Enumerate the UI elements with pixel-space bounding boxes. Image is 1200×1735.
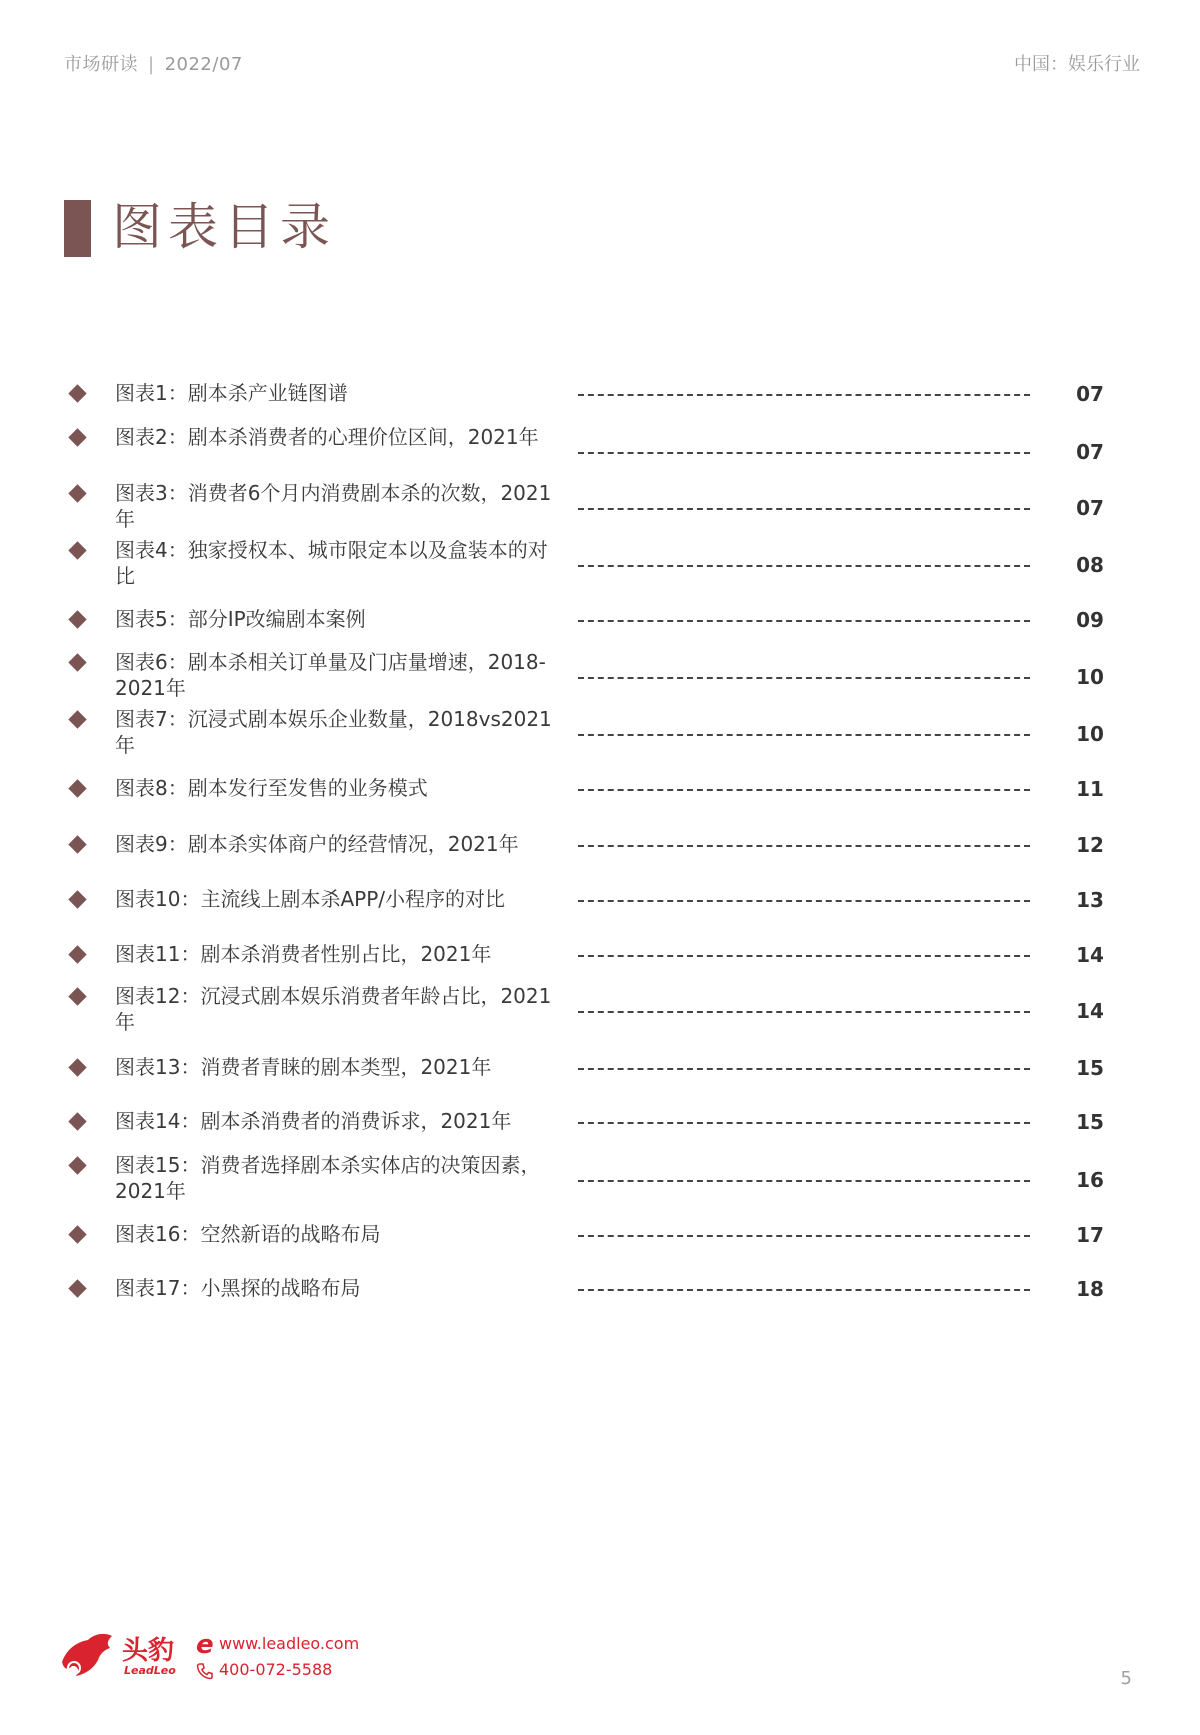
toc-item-page: 08 <box>1076 553 1104 577</box>
toc-item-label: 图表14：剧本杀消费者的消费诉求，2021年 <box>115 1109 512 1133</box>
toc-item-page: 12 <box>1076 833 1104 857</box>
bullet-diamond-icon <box>68 945 86 963</box>
bullet-diamond-icon <box>68 653 86 671</box>
toc-item-page: 07 <box>1076 496 1104 520</box>
logo-cn-text: 头豹 <box>122 1636 175 1666</box>
leopard-logo-icon <box>60 1632 116 1678</box>
header-section: 市场研读 <box>64 54 138 75</box>
toc-item-label: 图表15：消费者选择剧本杀实体店的决策因素，2021年 <box>115 1153 541 1203</box>
toc-item-page: 07 <box>1076 382 1104 406</box>
header-region: 中国：娱乐行业 <box>1014 54 1140 75</box>
toc-item-label: 图表6：剧本杀相关订单量及门店量增速，2018-2021年 <box>115 650 546 700</box>
toc-leader <box>578 1122 1030 1124</box>
toc-item-page: 15 <box>1076 1056 1104 1080</box>
toc-item-label: 图表9：剧本杀实体商户的经营情况，2021年 <box>115 832 519 856</box>
toc-item-page: 18 <box>1076 1277 1104 1301</box>
toc-item-page: 10 <box>1076 722 1104 746</box>
toc-leader <box>578 955 1030 957</box>
toc-item-label: 图表3：消费者6个月内消费剧本杀的次数，2021年 <box>115 481 552 531</box>
page-title: 图表目录 <box>112 198 336 256</box>
logo-en-text: LeadLeo <box>124 1664 176 1677</box>
toc-item-page: 13 <box>1076 888 1104 912</box>
toc-item-label: 图表5：部分IP改编剧本案例 <box>115 607 366 631</box>
toc-item-label: 图表16：空然新语的战略布局 <box>115 1222 381 1246</box>
toc-item-page: 16 <box>1076 1168 1104 1192</box>
toc-leader <box>578 1289 1030 1291</box>
web-e-icon: e <box>196 1630 214 1660</box>
toc-leader <box>578 734 1030 736</box>
toc-leader <box>578 789 1030 791</box>
bullet-diamond-icon <box>68 890 86 908</box>
bullet-diamond-icon <box>68 428 86 446</box>
toc-item-label: 图表7：沉浸式剧本娱乐企业数量，2018vs2021年 <box>115 707 552 757</box>
bullet-diamond-icon <box>68 541 86 559</box>
toc-leader <box>578 1180 1030 1182</box>
toc-leader <box>578 1235 1030 1237</box>
toc-leader <box>578 900 1030 902</box>
toc-leader <box>578 1011 1030 1013</box>
toc-item-page: 07 <box>1076 440 1104 464</box>
toc-item-label: 图表11：剧本杀消费者性别占比，2021年 <box>115 942 492 966</box>
toc-item-label: 图表12：沉浸式剧本娱乐消费者年龄占比，2021年 <box>115 984 552 1034</box>
toc-leader <box>578 1068 1030 1070</box>
toc-item-label: 图表17：小黑探的战略布局 <box>115 1276 361 1300</box>
bullet-diamond-icon <box>68 384 86 402</box>
bullet-diamond-icon <box>68 835 86 853</box>
bullet-diamond-icon <box>68 610 86 628</box>
toc-item-page: 14 <box>1076 999 1104 1023</box>
toc-item-label: 图表10：主流线上剧本杀APP/小程序的对比 <box>115 887 505 911</box>
bullet-diamond-icon <box>68 1058 86 1076</box>
toc-leader <box>578 565 1030 567</box>
bullet-diamond-icon <box>68 484 86 502</box>
toc-leader <box>578 845 1030 847</box>
bullet-diamond-icon <box>68 1156 86 1174</box>
toc-leader <box>578 452 1030 454</box>
toc-item-label: 图表2：剧本杀消费者的心理价位区间，2021年 <box>115 425 539 449</box>
toc-item-label: 图表13：消费者青睐的剧本类型，2021年 <box>115 1055 492 1079</box>
toc-leader <box>578 677 1030 679</box>
toc-item-label: 图表4：独家授权本、城市限定本以及盒装本的对比 <box>115 538 548 588</box>
toc-item-label: 图表8：剧本发行至发售的业务模式 <box>115 776 428 800</box>
header-date: 2022/07 <box>164 54 243 75</box>
leadleo-logo[interactable] <box>60 1628 360 1684</box>
bullet-diamond-icon <box>68 779 86 797</box>
header-separator: | <box>148 54 155 75</box>
toc-item-page: 09 <box>1076 608 1104 632</box>
bullet-diamond-icon <box>68 1112 86 1130</box>
toc-item-label: 图表1：剧本杀产业链图谱 <box>115 381 348 405</box>
phone-number: 400-072-5588 <box>219 1660 333 1679</box>
bullet-diamond-icon <box>68 987 86 1005</box>
page-number: 5 <box>1120 1668 1132 1689</box>
bullet-diamond-icon <box>68 1225 86 1243</box>
website-link[interactable]: www.leadleo.com <box>219 1634 360 1653</box>
toc-item-page: 14 <box>1076 943 1104 967</box>
toc-leader <box>578 508 1030 510</box>
toc-item-page: 17 <box>1076 1223 1104 1247</box>
toc-item-page: 10 <box>1076 665 1104 689</box>
bullet-diamond-icon <box>68 1279 86 1297</box>
toc-item-page: 15 <box>1076 1110 1104 1134</box>
phone-icon <box>196 1662 214 1680</box>
toc-leader <box>578 620 1030 622</box>
bullet-diamond-icon <box>68 710 86 728</box>
toc-item-page: 11 <box>1076 777 1104 801</box>
toc-leader <box>578 394 1030 396</box>
